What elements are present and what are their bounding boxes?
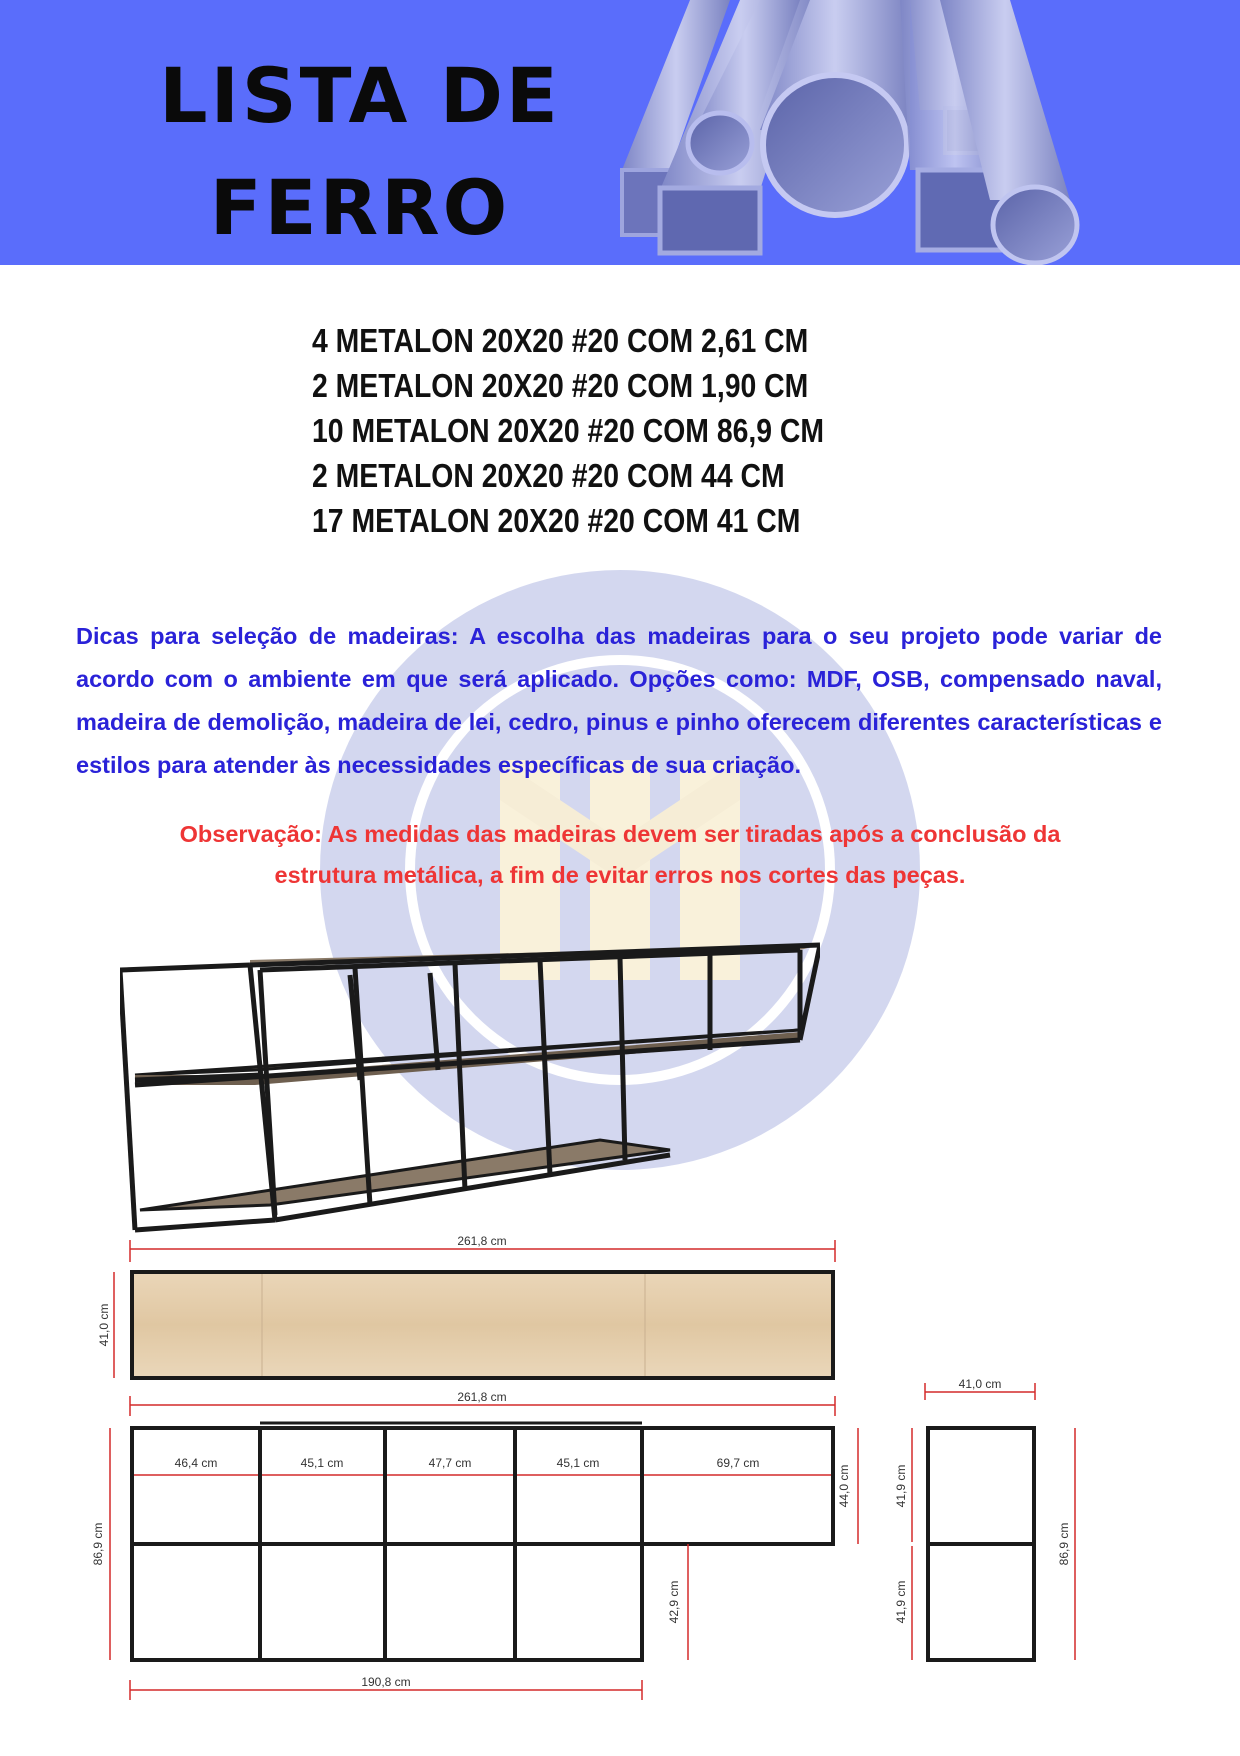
title-line-2: FERRO: [209, 163, 511, 252]
dim-top-depth: 41,0 cm: [97, 1303, 111, 1347]
dim-top-width: 261,8 cm: [457, 1234, 507, 1248]
dim-lower-step-height: 42,9 cm: [667, 1580, 681, 1624]
dim-side-lower: 41,9 cm: [894, 1580, 908, 1624]
dim-front-width: 261,8 cm: [457, 1390, 507, 1404]
observation-line-2: estrutura metálica, a fim de evitar erros nos cortes das peças.: [274, 862, 966, 888]
title-line-1: LISTA DE: [159, 51, 561, 140]
dim-upper-right-height: 44,0 cm: [837, 1464, 851, 1508]
dim-compartment: 47,7 cm: [428, 1456, 472, 1470]
shelf-3d-render: [120, 940, 820, 1240]
list-item: 4 METALON 20X20 #20 COM 2,61 CM: [312, 322, 809, 359]
dim-side-upper: 41,9 cm: [894, 1464, 908, 1508]
dim-side-width: 41,0 cm: [958, 1377, 1002, 1391]
list-item: 2 METALON 20X20 #20 COM 1,90 CM: [312, 367, 809, 404]
dim-compartment: 45,1 cm: [556, 1456, 600, 1470]
dim-compartment: 46,4 cm: [174, 1456, 218, 1470]
dimension-drawings: [0, 1210, 1240, 1756]
metal-pipes-illustration: [610, 0, 1110, 265]
dim-compartment: 69,7 cm: [716, 1456, 760, 1470]
dim-side-total: 86,9 cm: [1057, 1522, 1071, 1566]
dim-total-height: 86,9 cm: [91, 1522, 105, 1566]
observation-line-1: Observação: As medidas das madeiras devem ser tiradas após a conclusão da: [179, 821, 1061, 847]
page-title: [150, 40, 570, 264]
list-item: 10 METALON 20X20 #20 COM 86,9 CM: [312, 412, 825, 449]
list-item: 17 METALON 20X20 #20 COM 41 CM: [312, 502, 801, 539]
front-view: [91, 1390, 858, 1700]
header-banner: [0, 0, 1240, 265]
observation-note: [120, 814, 1120, 896]
side-view: [894, 1377, 1075, 1660]
dim-compartment: 45,1 cm: [300, 1456, 344, 1470]
list-item: 2 METALON 20X20 #20 COM 44 CM: [312, 457, 785, 494]
wood-tips-paragraph: Dicas para seleção de madeiras: A escolha das madeiras para o seu projeto pode variar de acordo com o ambiente em que será aplicado. Opções como: MDF, OSB, compensado naval, madeira de demolição, madeira de lei, cedro, pinus e pinho oferecem diferentes características e estilos para atender às necessidades específicas de sua criação.: [76, 623, 1162, 778]
dim-bottom-width: 190,8 cm: [361, 1675, 411, 1689]
top-view-plank: [97, 1234, 835, 1378]
material-list: [312, 318, 824, 543]
